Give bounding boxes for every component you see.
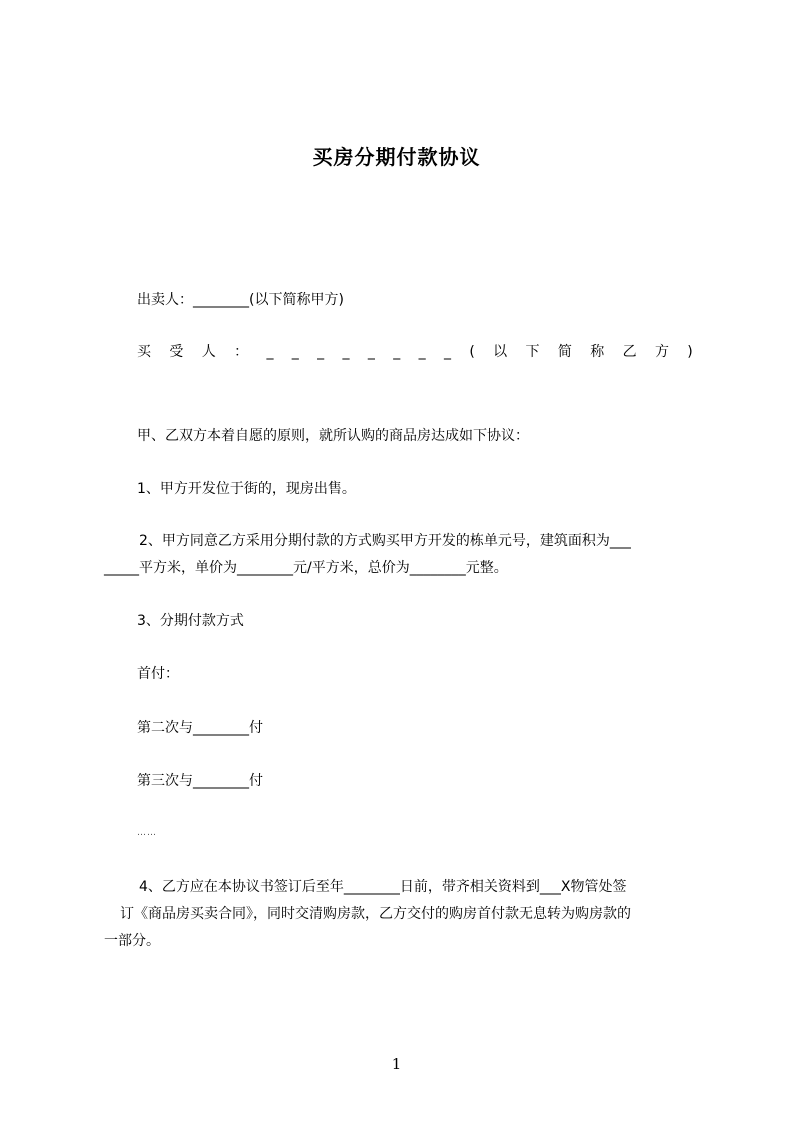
- buyer-line-char: 人: [201, 344, 216, 360]
- document-title: 买房分期付款协议: [312, 145, 481, 169]
- buyer-line-char: _: [342, 344, 350, 360]
- buyer-line-char: ): [687, 344, 693, 360]
- payment-second: 第二次与________付: [137, 720, 263, 736]
- clause-2-line-1: 2、甲方同意乙方采用分期付款的方式购买甲方开发的栋单元号，建筑面积为___: [139, 533, 631, 549]
- clause-4-line-3: 一部分。: [104, 933, 160, 949]
- buyer-line-char: 称: [590, 344, 605, 360]
- buyer-line-char: _: [443, 344, 451, 360]
- clause-4-line-2: 订《商品房买卖合同》，同时交清购房款，乙方交付的购房首付款无息转为购房款的: [120, 906, 631, 922]
- page-number: 1: [391, 1055, 402, 1073]
- payment-third: 第三次与________付: [137, 773, 263, 789]
- intro-paragraph: 甲、乙双方本着自愿的原则，就所认购的商品房达成如下协议：: [137, 428, 529, 444]
- buyer-line: [137, 342, 693, 362]
- buyer-line-char: _: [418, 344, 426, 360]
- buyer-line-char: _: [317, 344, 325, 360]
- clause-3-heading: 3、分期付款方式: [137, 613, 244, 629]
- buyer-line-char: 下: [525, 344, 540, 360]
- buyer-line-char: ：: [234, 344, 249, 360]
- clause-1: 1、甲方开发位于街的，现房出售。: [137, 481, 356, 497]
- ellipsis: ……: [137, 828, 157, 838]
- seller-line: 出卖人：________(以下简称甲方): [137, 292, 344, 308]
- buyer-line-char: 以: [493, 344, 508, 360]
- buyer-line-char: _: [393, 344, 401, 360]
- buyer-line-char: 方: [654, 344, 669, 360]
- clause-4-line-1: 4、乙方应在本协议书签订后至年________日前，带齐相关资料到___X物管处签: [139, 879, 627, 895]
- buyer-line-char: 简: [557, 344, 572, 360]
- buyer-line-char: 乙: [622, 344, 637, 360]
- buyer-line-char: _: [291, 344, 299, 360]
- buyer-line-char: _: [367, 344, 375, 360]
- buyer-line-char: (: [469, 344, 475, 360]
- buyer-line-char: 买: [137, 344, 151, 360]
- payment-first: 首付：: [137, 666, 179, 682]
- clause-2-line-2: _____平方米，单价为________元/平方米，总价为________元整。: [104, 560, 508, 576]
- buyer-line-char: 受: [169, 344, 184, 360]
- buyer-line-char: _: [266, 344, 274, 360]
